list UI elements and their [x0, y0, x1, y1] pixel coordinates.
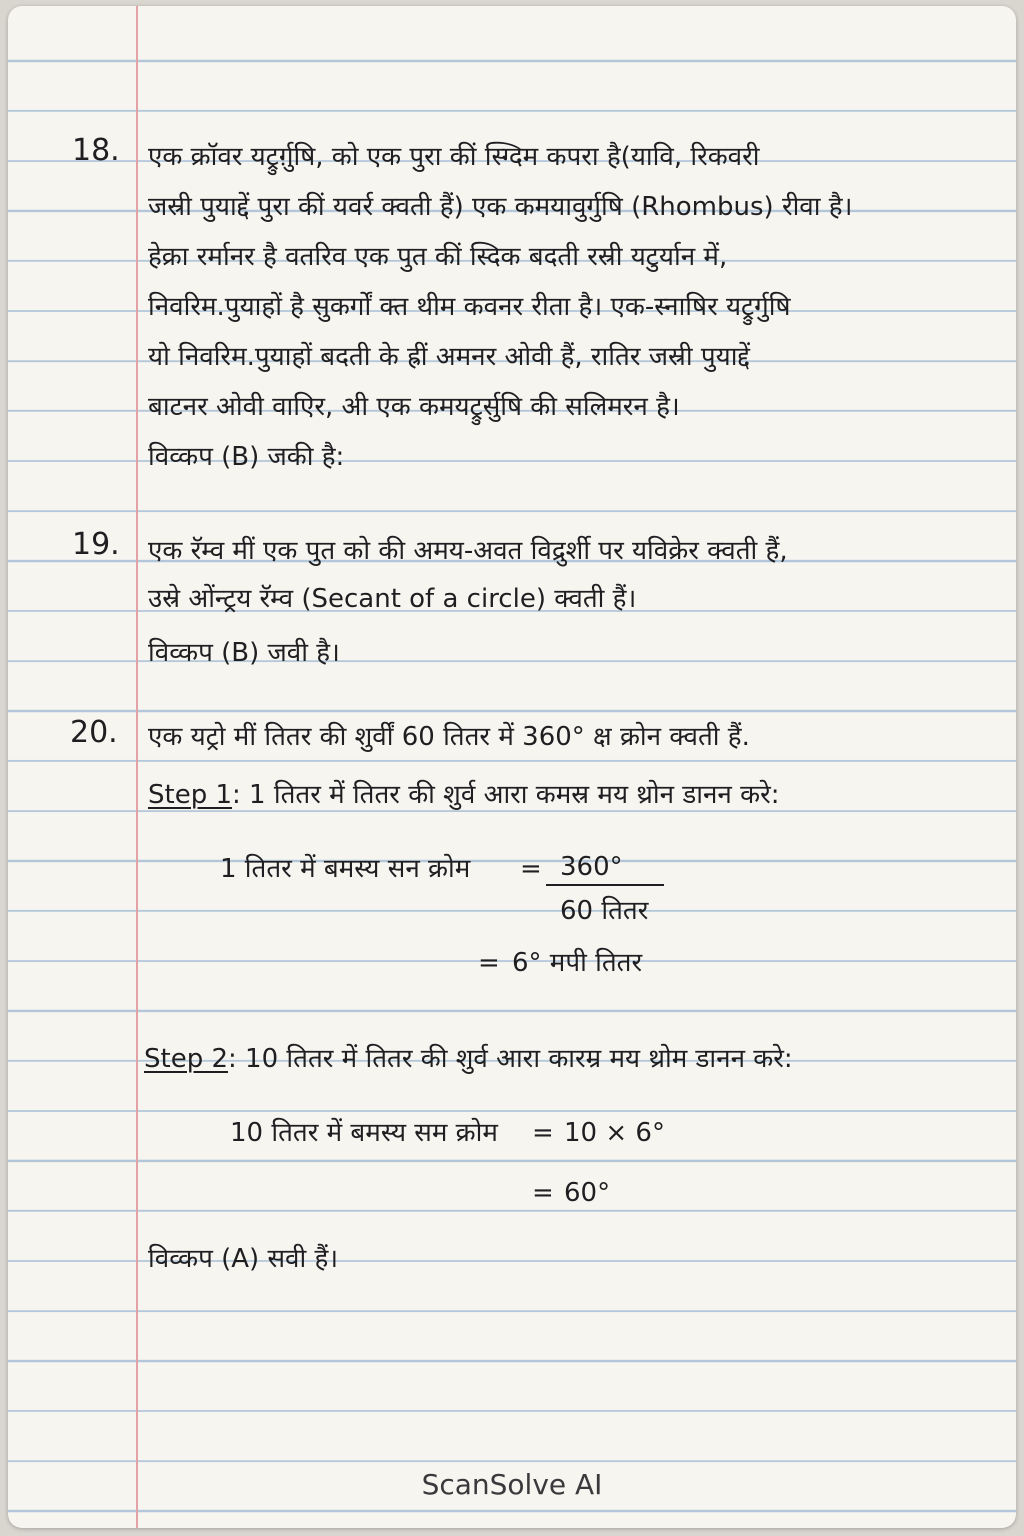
step2-label: Step 2: [144, 1044, 229, 1074]
margin-line: [136, 6, 138, 1528]
step1-equals-2: =: [478, 948, 500, 978]
step2-lhs: 10 तितर में बमस्य सम क्रोम: [230, 1118, 498, 1148]
step1-lhs: 1 तितर में बमस्य सन क्रोम: [220, 854, 471, 884]
step2-equals-2: =: [532, 1178, 554, 1208]
q19-line-1: एक रॅम्व मीं एक पुत को की अमय-अवत विद्रुर्शी पर यविक्रेर क्वती हैं,: [148, 536, 788, 566]
step1-label: Step 1: [148, 780, 233, 810]
q19-line-2: उस्रे ओंन्ट्रय रॅम्व (Secant of a circle) क्वती हैं।: [148, 584, 637, 614]
q19-number: 19.: [72, 527, 120, 562]
step1-result: 6° मपी तितर: [512, 948, 643, 978]
q19-answer: विव्कप (B) जवी है।: [148, 638, 340, 668]
q18-line-4: निवरिम.पुयाहों है सुकर्गों क्त थीम कवनर रीता है। एक-स्नाषिर यट्रुर्गुषि: [148, 292, 791, 322]
step2-heading: [144, 1044, 793, 1074]
step1-heading: [148, 780, 779, 810]
step1-denominator: 60 तितर: [560, 896, 649, 926]
q18-line-5: यो निवरिम.पुयाहों बदती के ह्रीं अमनर ओवी हैं, रातिर जस्री पुयाद्दें: [148, 342, 751, 372]
q18-line-6: बाटनर ओवी वाएिर, अी एक कमयट्रुर्सुषि की सलिमरन है।: [148, 392, 680, 422]
q18-line-2: जस्री पुयाद्दें पुरा कीं यवर्र क्वती हैं) एक कमयावुर्गुषि (Rhombus) रीवा है।: [148, 192, 853, 222]
q20-number: 20.: [70, 715, 118, 750]
q18-line-3: हेक्रा रर्मानर है वतरिव एक पुत कीं स्दिक बदती रस्री यटुर्यान में,: [148, 242, 728, 272]
footer-watermark: ScanSolve AI: [421, 1468, 603, 1501]
step2-expression: 10 × 6°: [564, 1118, 665, 1148]
step2-equals-1: =: [532, 1118, 554, 1148]
step2-result: 60°: [564, 1178, 611, 1208]
q18-answer: विव्कप (B) जकी है:: [148, 442, 345, 472]
q18-number: 18.: [72, 133, 120, 168]
q18-line-1: एक क्रॉवर यट्रुर्ग़ुषि, को एक पुरा कीं स्ग्दिम कपरा है(यावि, रिकवरी: [148, 142, 760, 172]
notebook-page: [8, 6, 1016, 1528]
step1-text: : 1 तितर में तितर की शुर्व आरा कमस्र मय थ्रोन डानन करे:: [232, 780, 780, 810]
q20-question: एक यट्रो मीं तितर की शुर्वीं 60 तितर में 360° क्ष क्रोन क्वती हैं.: [148, 722, 750, 752]
fraction-bar: [546, 884, 664, 886]
step1-equals-1: =: [520, 854, 542, 884]
step1-numerator: 360°: [560, 852, 623, 882]
q20-answer: विव्कप (A) सवी हैं।: [148, 1244, 339, 1274]
step2-text: : 10 तितर में तितर की शुर्व आरा कारम्र मय थ्रोम डानन करे:: [228, 1044, 793, 1074]
